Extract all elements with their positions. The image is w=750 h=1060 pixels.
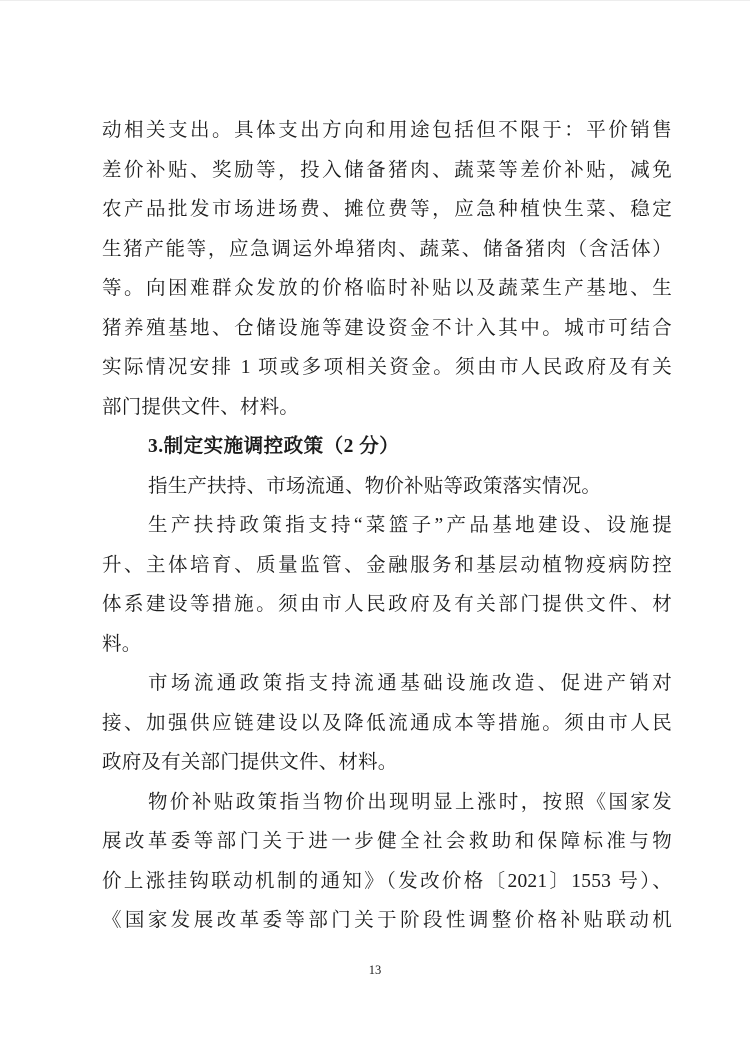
text-line: 接、加强供应链建设以及降低流通成本等措施。须由市人民 [102, 712, 672, 734]
text-line: 差价补贴、奖励等，投入储备猪肉、蔬菜等差价补贴，减免 [102, 159, 672, 181]
text-line: 升、主体培育、质量监管、金融服务和基层动植物疫病防控 [102, 554, 672, 576]
text-line: 实际情况安排 1 项或多项相关资金。须由市人民政府及有关 [102, 357, 672, 378]
text-line: 价上涨挂钩联动机制的通知》（发改价格〔2021〕1553 号）、 [102, 870, 672, 892]
document-body [102, 111, 672, 941]
text-line: 市场流通政策指支持流通基础设施改造、促进产销对 [148, 673, 672, 694]
text-line: 指生产扶持、市场流通、物价补贴等政策落实情况。 [148, 475, 602, 497]
text-line: 料。 [102, 633, 142, 655]
text-line: 《国家发展改革委等部门关于阶段性调整价格补贴联动机 [102, 910, 672, 931]
page-number: 13 [368, 963, 382, 977]
text-line: 等。向困难群众发放的价格临时补贴以及蔬菜生产基地、生 [102, 278, 672, 299]
text-line: 农产品批发市场进场费、摊位费等，应急种植快生菜、稳定 [102, 199, 672, 220]
text-line: 猪养殖基地、仓储设施等建设资金不计入其中。城市可结合 [102, 317, 672, 339]
text-line: 物价补贴政策指当物价出现明显上涨时，按照《国家发 [148, 791, 672, 813]
text-line: 生猪产能等，应急调运外埠猪肉、蔬菜、储备猪肉（含活体） [102, 238, 672, 260]
text-line: 生产扶持政策指支持“菜篮子”产品基地建设、设施提 [148, 515, 672, 536]
text-line: 部门提供文件、材料。 [102, 396, 300, 418]
section-heading: 3.制定实施调控政策（2 分） [148, 436, 400, 457]
text-line: 展改革委等部门关于进一步健全社会救助和保障标准与物 [102, 831, 672, 852]
text-line: 体系建设等措施。须由市人民政府及有关部门提供文件、材 [102, 594, 672, 615]
text-line: 政府及有关部门提供文件、材料。 [102, 752, 398, 773]
text-line: 动相关支出。具体支出方向和用途包括但不限于：平价销售 [102, 120, 672, 141]
